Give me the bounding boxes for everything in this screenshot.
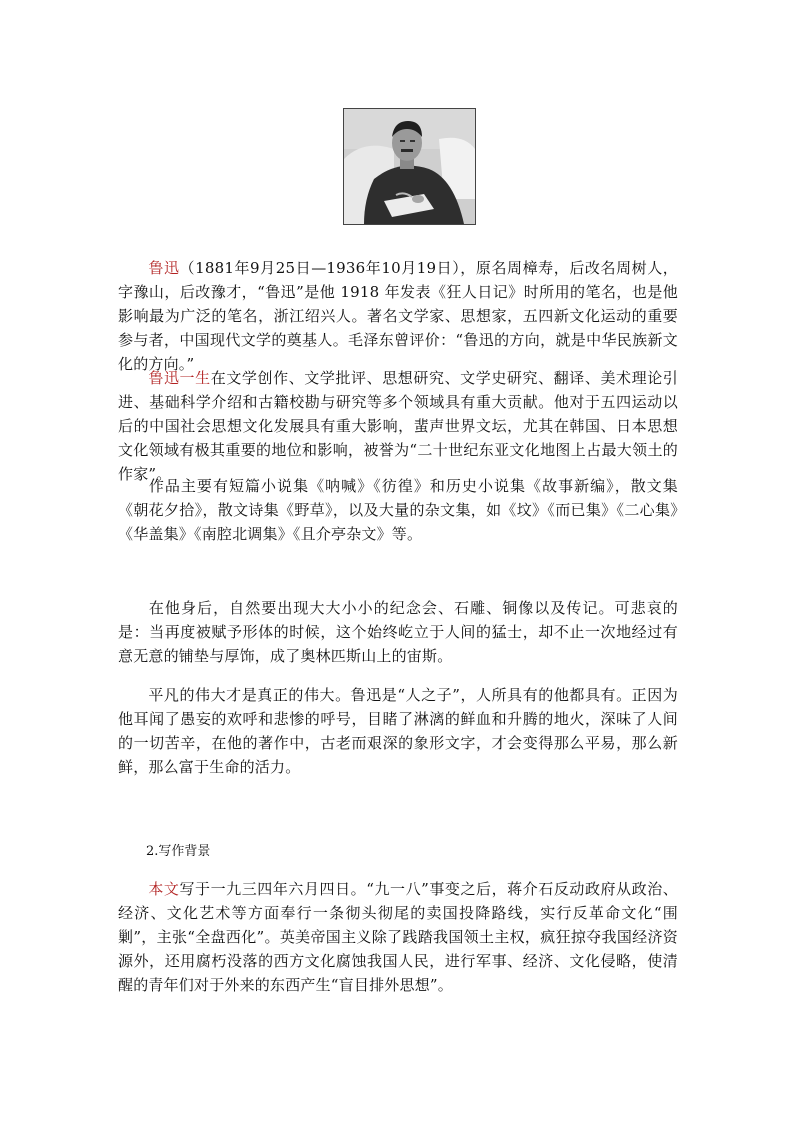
paragraph-text: 平凡的伟大才是真正的伟大。鲁迅是“人之子”，人所具有的他都具有。正因为他耳闻了愚妄的欢呼和悲惨的呼号，目睹了淋漓的鲜血和升腾的地火，深味了人间的一切苦辛，在他的著作中，古老而艰深的象形文字，才会变得那么平易，那么新鲜，那么富于生命的活力。: [118, 686, 678, 776]
section-title-background: 2.写作背景: [146, 844, 211, 859]
intro-paragraph-2: [118, 366, 678, 486]
intro-paragraph-3: [118, 474, 678, 546]
paragraph-text: 作品主要有短篇小说集《呐喊》《彷徨》和历史小说集《故事新编》，散文集《朝花夕拾》，散文诗集《野草》，以及大量的杂文集，如《坟》《而已集》《二心集》《华盖集》《南腔北调集》《且介亭杂文》等。: [118, 477, 678, 543]
paragraph-text: 在他身后，自然要出现大大小小的纪念会、石雕、铜像以及传记。可悲哀的是：当再度被赋予形体的时候，这个始终屹立于人间的猛士，却不止一次地经过有意无意的铺垫与厚饰，成了奥林匹斯山上的宙斯。: [118, 599, 678, 665]
paragraph-text: 在文学创作、文学批评、思想研究、文学史研究、翻译、美术理论引进、基础科学介绍和古籍校勘与研究等多个领域具有重大贡献。他对于五四运动以后的中国社会思想文化发展具有重大影响，蜚声世界文坛，尤其在韩国、日本思想文化领域有极其重要的地位和影响，被誉为“二十世纪东亚文化地图上占最大领土的作家”。: [118, 369, 678, 483]
red-lead-text: 鲁迅一生: [148, 369, 211, 387]
body-paragraph-1: [118, 596, 678, 668]
body-paragraph-2: [118, 683, 678, 779]
paragraph-text: （1881年9月25日—1936年10月19日），原名周樟寿，后改名周树人，字豫山，后改豫才，“鲁迅”是他 1918 年发表《狂人日记》时所用的笔名，也是他影响最为广泛的笔名，浙江绍兴人。著名文学家、思想家，五四新文化运动的重要参与者，中国现代文学的奠基人。毛泽东曾评价：“鲁迅的方向，就是中华民族新文化的方向。”: [118, 259, 678, 373]
red-lead-text: 本文: [148, 880, 180, 898]
portrait-photo: [343, 108, 476, 225]
intro-paragraph-1: [118, 256, 678, 376]
portrait-image: [344, 109, 475, 224]
background-paragraph: [118, 877, 678, 997]
paragraph-text: 写于一九三四年六月四日。“九一八”事变之后，蒋介石反动政府从政治、经济、文化艺术等方面奉行一条彻头彻尾的卖国投降路线，实行反革命文化“围剿”，主张“全盘西化”。英美帝国主义除了践踏我国领土主权，疯狂掠夺我国经济资源外，还用腐朽没落的西方文化腐蚀我国人民，进行军事、经济、文化侵略，使清醒的青年们对于外来的东西产生“盲目排外思想”。: [118, 880, 678, 994]
red-lead-text: 鲁迅: [148, 259, 180, 277]
